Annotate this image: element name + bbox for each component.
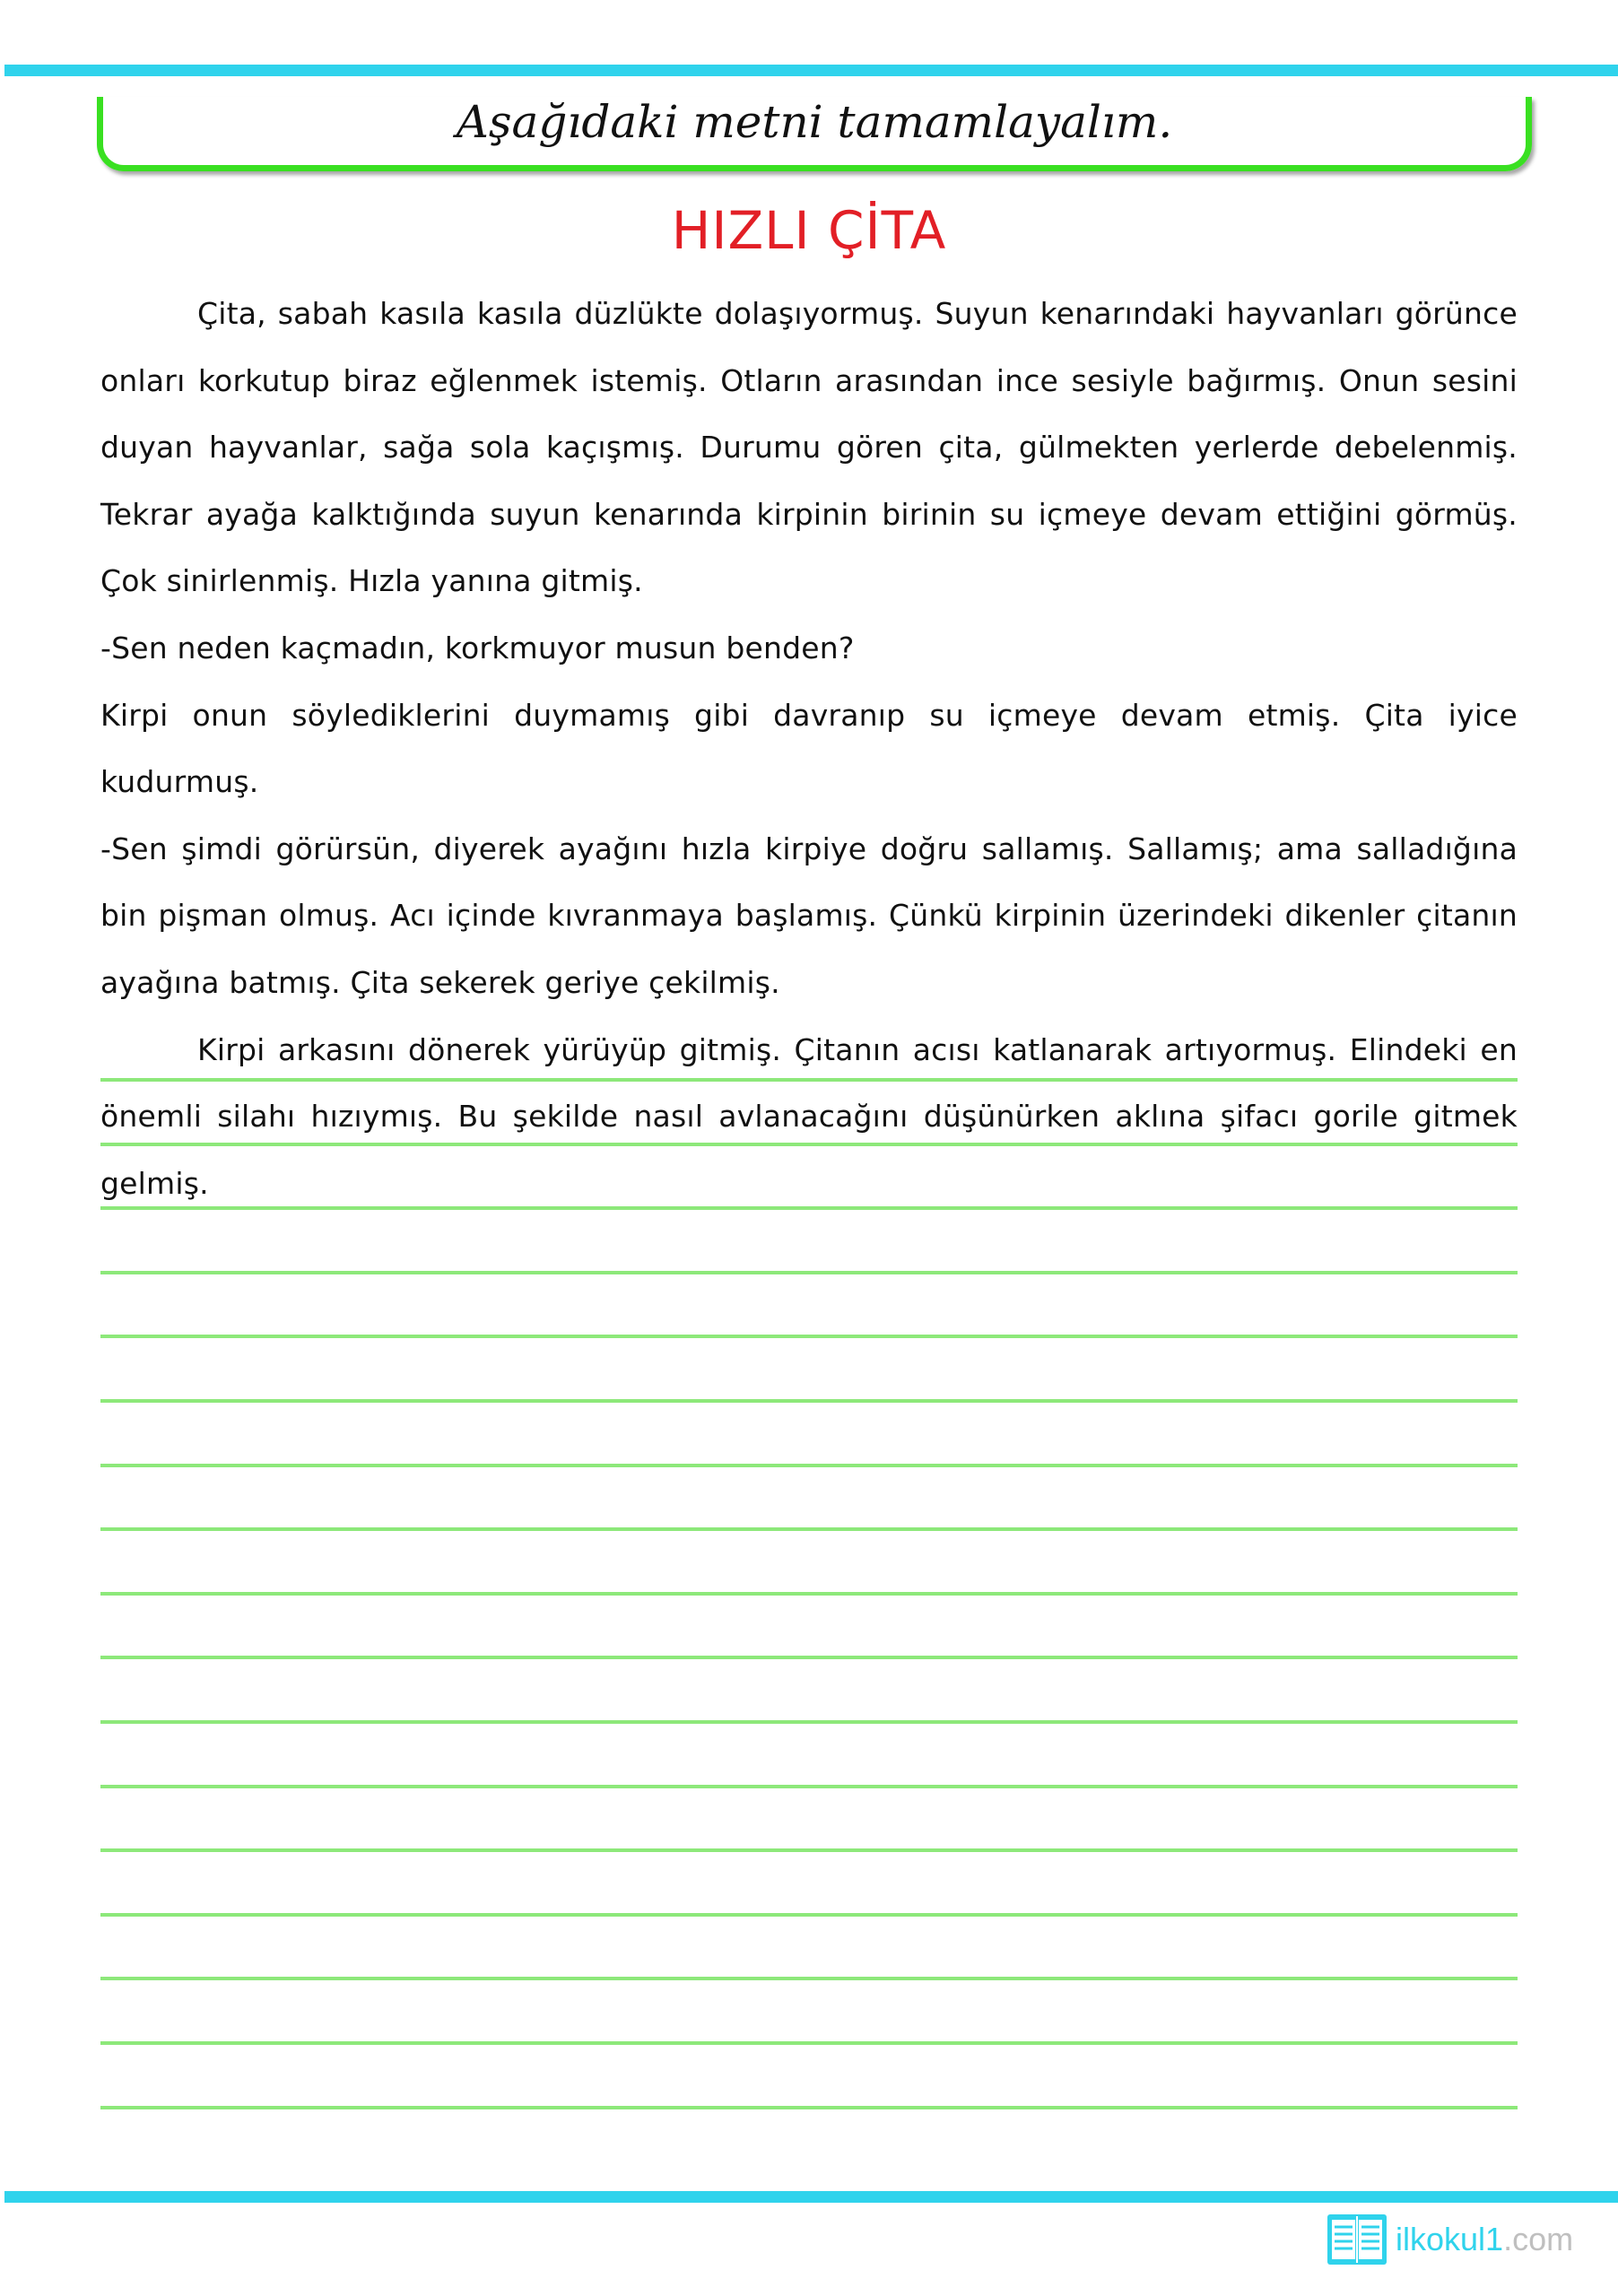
writing-line[interactable] xyxy=(100,1785,1518,1788)
writing-line[interactable] xyxy=(100,1848,1518,1852)
instruction-title: Aşağıdaki metni tamamlayalım. xyxy=(456,96,1173,148)
writing-line[interactable] xyxy=(100,1977,1518,1980)
writing-line[interactable] xyxy=(100,1720,1518,1724)
writing-line[interactable] xyxy=(100,1656,1518,1659)
story-paragraph: Çita, sabah kasıla kasıla düzlükte dolaşıyormuş. Suyun kenarındaki hayvanları görünce onları korkutup biraz eğlenmek istemiş. Otların arasından ince sesiyle bağırmış. Onun sesini duyan hayvanlar, sağa sola kaçışmış. Durumu gören çita, gülmekten yerlerde debelenmiş. Tekrar ayağa kalktığında suyun kenarında kirpinin birinin su içmeye devam ettiğini görmüş. Çok sinirlenmiş. Hızla yanına gitmiş. xyxy=(100,296,1518,599)
brand-name-main: ilkokul1 xyxy=(1396,2221,1504,2257)
top-divider-bar xyxy=(4,65,1618,76)
writing-line[interactable] xyxy=(100,1592,1518,1596)
book-icon xyxy=(1326,2211,1388,2268)
writing-line[interactable] xyxy=(100,1271,1518,1274)
story-paragraph: -Sen şimdi görürsün, diyerek ayağını hızla kirpiye doğru sallamış. Sallamış; ama salladığına bin pişman olmuş. Acı içinde kıvranmaya başlamış. Çünkü kirpinin üzerindeki dikenler çitanın ayağına batmış. Çita sekerek geriye çekilmiş. xyxy=(100,831,1518,1000)
writing-line[interactable] xyxy=(100,1335,1518,1338)
writing-line[interactable] xyxy=(100,1464,1518,1467)
writing-line[interactable] xyxy=(100,1206,1518,1210)
brand-name xyxy=(1396,2220,1573,2259)
writing-line[interactable] xyxy=(100,1078,1518,1082)
writing-line[interactable] xyxy=(100,1143,1518,1146)
story-paragraph: Kirpi arkasını dönerek yürüyüp gitmiş. Çitanın acısı katlanarak artıyormuş. Elindeki en önemli silahı hızıymış. Bu şekilde nasıl avlanacağını düşünürken aklına şifacı gorile gitmek gelmiş. xyxy=(100,1031,1518,1201)
brand-domain: .com xyxy=(1503,2221,1574,2257)
writing-line[interactable] xyxy=(100,1399,1518,1403)
bottom-divider-bar xyxy=(4,2191,1618,2203)
story-paragraph: -Sen neden kaçmadın, korkmuyor musun benden? xyxy=(100,630,855,665)
writing-line[interactable] xyxy=(100,1913,1518,1917)
writing-line[interactable] xyxy=(100,1527,1518,1531)
writing-area[interactable] xyxy=(100,1078,1518,2109)
writing-line[interactable] xyxy=(100,2041,1518,2045)
story-paragraph: Kirpi onun söylediklerini duymamış gibi davranıp su içmeye devam etmiş. Çita iyice kudurmuş. xyxy=(100,697,1518,800)
writing-line[interactable] xyxy=(100,2106,1518,2109)
brand-logo xyxy=(1326,2211,1586,2270)
story-body xyxy=(100,281,1518,1217)
instruction-banner xyxy=(97,97,1532,171)
story-title: HIZLI ÇİTA xyxy=(671,200,947,261)
